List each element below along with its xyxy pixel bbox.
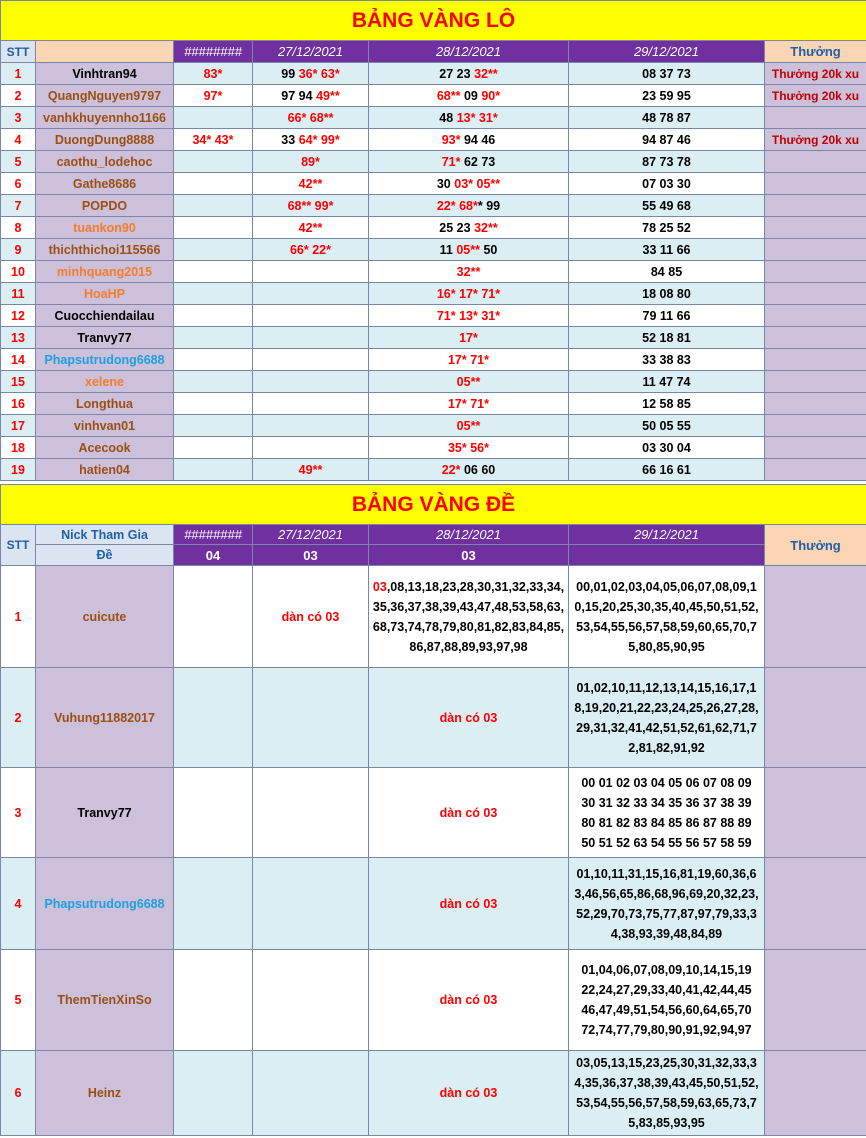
lo-table — [0, 0, 866, 481]
lo-nick: xelene — [36, 371, 174, 393]
lo-nick: vanhkhuyennho1166 — [36, 107, 174, 129]
lo-nick: POPDO — [36, 195, 174, 217]
lo-number-segment: 09 — [460, 88, 482, 103]
lo-reward — [765, 393, 866, 415]
lo-row — [1, 327, 866, 349]
lo-c1 — [174, 415, 253, 437]
lo-c3 — [369, 107, 569, 129]
lo-c4: 55 49 68 — [569, 195, 765, 217]
lo-number-segment: 94 46 — [460, 132, 496, 147]
lo-c3 — [369, 459, 569, 481]
lo-row — [1, 459, 866, 481]
lo-c2 — [253, 217, 369, 239]
lo-number-segment: 83* — [203, 66, 223, 81]
lo-number-segment: * 99 — [477, 198, 501, 213]
de-row — [1, 668, 866, 768]
de-nick: Tranvy77 — [36, 768, 174, 858]
de-nick: Heinz — [36, 1051, 174, 1136]
de-header-c3: 28/12/2021 — [369, 525, 569, 545]
lo-number-segment: 11 — [439, 242, 457, 257]
lo-reward — [765, 239, 866, 261]
lo-c2 — [253, 305, 369, 327]
lo-row — [1, 415, 866, 437]
lo-c2 — [253, 327, 369, 349]
lo-nick: Acecook — [36, 437, 174, 459]
lo-reward — [765, 349, 866, 371]
lo-nick: QuangNguyen9797 — [36, 85, 174, 107]
de-result-c2: 03 — [253, 545, 369, 566]
lo-number-segment: 97* — [203, 88, 223, 103]
lo-stt: 2 — [1, 85, 36, 107]
de-c3: dàn có 03 — [369, 858, 569, 950]
de-header-c1: ######## — [174, 525, 253, 545]
lo-stt: 14 — [1, 349, 36, 371]
lo-title: BẢNG VÀNG LÔ — [1, 1, 866, 41]
lo-row — [1, 173, 866, 195]
de-c4: 01,02,10,11,12,13,14,15,16,17,18,19,20,21,22,23,24,25,26,27,28,29,31,32,41,42,51,52,61,62,71,72,81,82,91,92 — [569, 668, 765, 768]
lo-number-segment: 32** — [456, 264, 481, 279]
lo-number-segment: 22* 68* — [436, 198, 478, 213]
lo-c1 — [174, 85, 253, 107]
lo-row — [1, 305, 866, 327]
lo-row — [1, 283, 866, 305]
lo-stt: 3 — [1, 107, 36, 129]
lo-c2 — [253, 173, 369, 195]
lo-header-c1: ######## — [174, 41, 253, 63]
de-row — [1, 768, 866, 858]
lo-stt: 15 — [1, 371, 36, 393]
de-header-thuong: Thưởng — [765, 525, 866, 566]
lo-c2 — [253, 151, 369, 173]
lo-stt: 13 — [1, 327, 36, 349]
lo-c1 — [174, 437, 253, 459]
lo-header-nick — [36, 41, 174, 63]
lo-nick: tuankon90 — [36, 217, 174, 239]
de-c3 — [369, 566, 569, 668]
de-nick: cuicute — [36, 566, 174, 668]
de-reward — [765, 768, 866, 858]
de-c3: dàn có 03 — [369, 768, 569, 858]
lo-nick: DuongDung8888 — [36, 129, 174, 151]
de-c1 — [174, 668, 253, 768]
lo-stt: 9 — [1, 239, 36, 261]
lo-c1 — [174, 239, 253, 261]
lo-row — [1, 437, 866, 459]
lo-stt: 19 — [1, 459, 36, 481]
lo-number-segment: 22* — [441, 462, 461, 477]
de-c4: 01,04,06,07,08,09,10,14,15,19 22,24,27,29,33,40,41,42,44,45 46,47,49,51,54,56,60,64,65,70 72,74,77,79,80,90,91,92,94,97 — [569, 950, 765, 1051]
de-c4: 00 01 02 03 04 05 06 07 08 09 30 31 32 33 34 35 36 37 38 39 80 81 82 83 84 85 86 87 88 89 50 51 52 63 54 55 56 57 58 59 — [569, 768, 765, 858]
lo-c2 — [253, 283, 369, 305]
lo-number-segment: 42** — [298, 176, 323, 191]
lo-reward — [765, 371, 866, 393]
de-c2 — [253, 950, 369, 1051]
lo-row — [1, 195, 866, 217]
lo-number-segment: 93* — [441, 132, 461, 147]
lo-c2 — [253, 107, 369, 129]
lo-c3 — [369, 349, 569, 371]
de-row — [1, 1051, 866, 1136]
lo-c2 — [253, 85, 369, 107]
lo-number-segment: 89* — [301, 154, 320, 169]
lo-reward — [765, 195, 866, 217]
lo-nick: hatien04 — [36, 459, 174, 481]
lo-c2 — [253, 349, 369, 371]
de-header-c4: 29/12/2021 — [569, 525, 765, 545]
lo-number-segment: 32** — [474, 66, 498, 81]
de-c1 — [174, 858, 253, 950]
lo-c2 — [253, 261, 369, 283]
lo-number-segment: 17* 71* — [447, 396, 489, 411]
lo-c4: 52 18 81 — [569, 327, 765, 349]
lo-stt: 18 — [1, 437, 36, 459]
lo-c3 — [369, 415, 569, 437]
de-reward — [765, 950, 866, 1051]
lo-row — [1, 239, 866, 261]
de-c3: dàn có 03 — [369, 1051, 569, 1136]
lo-c4: 94 87 46 — [569, 129, 765, 151]
lo-c3 — [369, 195, 569, 217]
lo-number-segment: 06 60 — [460, 462, 496, 477]
lo-c1 — [174, 283, 253, 305]
lo-c1 — [174, 195, 253, 217]
lo-stt: 16 — [1, 393, 36, 415]
lo-number-segment: 16* 17* 71* — [436, 286, 501, 301]
de-stt: 4 — [1, 858, 36, 950]
lo-c4: 08 37 73 — [569, 63, 765, 85]
lo-c3 — [369, 239, 569, 261]
lo-c3 — [369, 63, 569, 85]
de-c2 — [253, 668, 369, 768]
lo-number-segment: 34* 43* — [192, 132, 234, 147]
lo-reward — [765, 151, 866, 173]
lo-number-segment: 62 73 — [460, 154, 496, 169]
de-nick: Phapsutrudong6688 — [36, 858, 174, 950]
lo-reward — [765, 305, 866, 327]
lo-number-segment: 27 23 — [439, 66, 475, 81]
lo-number-segment: 90* — [481, 88, 501, 103]
lo-header-stt: STT — [1, 41, 36, 63]
lo-stt: 7 — [1, 195, 36, 217]
lo-row — [1, 261, 866, 283]
de-c3: dàn có 03 — [369, 668, 569, 768]
de-row — [1, 950, 866, 1051]
lo-number-segment: 13* 31* — [456, 110, 498, 125]
lo-c2 — [253, 459, 369, 481]
lo-c3 — [369, 261, 569, 283]
lo-number-segment: 68** — [436, 88, 461, 103]
lo-c4: 79 11 66 — [569, 305, 765, 327]
de-stt: 3 — [1, 768, 36, 858]
de-reward — [765, 1051, 866, 1136]
de-nick: Vuhung11882017 — [36, 668, 174, 768]
de-c4: 00,01,02,03,04,05,06,07,08,09,10,15,20,25,30,35,40,45,50,51,52,53,54,55,56,57,58,59,60,65,70,75,80,85,90,95 — [569, 566, 765, 668]
lo-number-segment: 25 23 — [439, 220, 475, 235]
lo-stt: 11 — [1, 283, 36, 305]
lo-number-segment: 49** — [298, 462, 323, 477]
lo-number-segment: 71* — [441, 154, 461, 169]
lo-number-segment: 97 94 — [281, 88, 317, 103]
lo-c4: 87 73 78 — [569, 151, 765, 173]
lo-c1 — [174, 63, 253, 85]
lo-reward — [765, 217, 866, 239]
lo-number-segment: 03* 05** — [454, 176, 501, 191]
lo-number-segment: 36* 63* — [298, 66, 340, 81]
lo-c2 — [253, 393, 369, 415]
de-stt: 5 — [1, 950, 36, 1051]
de-c1 — [174, 566, 253, 668]
lo-c4: 23 59 95 — [569, 85, 765, 107]
lo-number-segment: 30 — [436, 176, 455, 191]
lo-nick: caothu_lodehoc — [36, 151, 174, 173]
lo-number-segment: 05** — [456, 374, 481, 389]
lo-number-segment: 68** 99* — [287, 198, 334, 213]
lo-number-segment: 17* — [459, 330, 478, 345]
lo-row — [1, 63, 866, 85]
de-c3-numbers: ,08,13,18,23,28,30,31,32,33,34,35,36,37,38,39,43,47,48,53,58,63,68,73,74,78,79,80,81,82,83,84,85,86,87,88,89,93,97,98 — [372, 579, 565, 654]
lo-header-thuong: Thưởng — [765, 41, 866, 63]
lo-c4: 12 58 85 — [569, 393, 765, 415]
lo-nick: minhquang2015 — [36, 261, 174, 283]
de-c1 — [174, 950, 253, 1051]
lo-c4: 07 03 30 — [569, 173, 765, 195]
lo-c4: 50 05 55 — [569, 415, 765, 437]
lo-number-segment: 05** — [456, 242, 480, 257]
lo-c1 — [174, 327, 253, 349]
lo-header-c4: 29/12/2021 — [569, 41, 765, 63]
lo-c3 — [369, 437, 569, 459]
lo-number-segment: 66* 22* — [289, 242, 331, 257]
lo-c1 — [174, 107, 253, 129]
lo-reward — [765, 261, 866, 283]
lo-number-segment: 17* 71* — [447, 352, 489, 367]
de-reward — [765, 668, 866, 768]
lo-nick: Tranvy77 — [36, 327, 174, 349]
lo-reward: Thưởng 20k xu — [765, 85, 866, 107]
de-c2 — [253, 858, 369, 950]
lo-row — [1, 371, 866, 393]
de-nick: ThemTienXinSo — [36, 950, 174, 1051]
lo-c3 — [369, 327, 569, 349]
de-reward — [765, 858, 866, 950]
lo-row — [1, 349, 866, 371]
lo-nick: Cuocchiendailau — [36, 305, 174, 327]
lo-reward: Thưởng 20k xu — [765, 63, 866, 85]
lo-c4: 66 16 61 — [569, 459, 765, 481]
lo-nick: Phapsutrudong6688 — [36, 349, 174, 371]
de-row — [1, 858, 866, 950]
lo-c2 — [253, 371, 369, 393]
de-result-c1: 04 — [174, 545, 253, 566]
lo-c2 — [253, 437, 369, 459]
lo-c3 — [369, 151, 569, 173]
de-c3: dàn có 03 — [369, 950, 569, 1051]
lo-c4: 18 08 80 — [569, 283, 765, 305]
lo-number-segment: 35* 56* — [447, 440, 489, 455]
lo-row — [1, 107, 866, 129]
lo-c2 — [253, 63, 369, 85]
lo-number-segment: 71* 13* 31* — [436, 308, 501, 323]
lo-c1 — [174, 305, 253, 327]
lo-row — [1, 129, 866, 151]
de-result-c4 — [569, 545, 765, 566]
lo-stt: 17 — [1, 415, 36, 437]
lo-c3 — [369, 129, 569, 151]
lo-stt: 1 — [1, 63, 36, 85]
de-header-c2: 27/12/2021 — [253, 525, 369, 545]
lo-row — [1, 393, 866, 415]
lo-number-segment: 99 — [281, 66, 299, 81]
lo-header-c3: 28/12/2021 — [369, 41, 569, 63]
lo-c2 — [253, 239, 369, 261]
lo-nick: Vinhtran94 — [36, 63, 174, 85]
lo-c4: 33 11 66 — [569, 239, 765, 261]
lo-reward — [765, 437, 866, 459]
lo-c3 — [369, 283, 569, 305]
de-header-stt: STT — [1, 525, 36, 566]
lo-number-segment: 64* 99* — [298, 132, 340, 147]
de-c3-highlight: 03 — [372, 579, 387, 594]
lo-c2 — [253, 195, 369, 217]
de-result-c3: 03 — [369, 545, 569, 566]
lo-reward — [765, 327, 866, 349]
lo-c4: 33 38 83 — [569, 349, 765, 371]
lo-reward — [765, 415, 866, 437]
de-stt: 2 — [1, 668, 36, 768]
lo-reward — [765, 283, 866, 305]
lo-number-segment: 66* 68** — [287, 110, 334, 125]
lo-c4: 11 47 74 — [569, 371, 765, 393]
lo-row — [1, 217, 866, 239]
de-stt: 1 — [1, 566, 36, 668]
de-table — [0, 484, 866, 1136]
lo-number-segment: 05** — [456, 418, 481, 433]
lo-c1 — [174, 261, 253, 283]
de-c4: 03,05,13,15,23,25,30,31,32,33,34,35,36,37,38,39,43,45,50,51,52,53,54,55,56,57,58,59,63,65,73,75,83,85,93,95 — [569, 1051, 765, 1136]
lo-reward: Thưởng 20k xu — [765, 129, 866, 151]
lo-c1 — [174, 349, 253, 371]
lo-nick: thichthichoi115566 — [36, 239, 174, 261]
de-header-nick: Nick Tham Gia — [36, 525, 174, 545]
lo-number-segment: 32** — [474, 220, 498, 235]
lo-reward — [765, 107, 866, 129]
lo-c4: 03 30 04 — [569, 437, 765, 459]
lo-c1 — [174, 393, 253, 415]
lo-c1 — [174, 151, 253, 173]
de-c1 — [174, 768, 253, 858]
lo-c1 — [174, 459, 253, 481]
lo-c1 — [174, 129, 253, 151]
lo-c1 — [174, 173, 253, 195]
lo-c3 — [369, 305, 569, 327]
lo-row — [1, 85, 866, 107]
lo-row — [1, 151, 866, 173]
lo-nick: vinhvan01 — [36, 415, 174, 437]
lo-nick: Gathe8686 — [36, 173, 174, 195]
lo-c3 — [369, 371, 569, 393]
lo-reward — [765, 459, 866, 481]
lo-number-segment: 33 — [281, 132, 299, 147]
lo-c1 — [174, 217, 253, 239]
lo-number-segment: 50 — [479, 242, 498, 257]
lo-stt: 8 — [1, 217, 36, 239]
de-stt: 6 — [1, 1051, 36, 1136]
lo-nick: Longthua — [36, 393, 174, 415]
lo-header-c2: 27/12/2021 — [253, 41, 369, 63]
lo-stt: 5 — [1, 151, 36, 173]
lo-stt: 4 — [1, 129, 36, 151]
de-header-de: Đề — [36, 545, 174, 566]
de-title: BẢNG VÀNG ĐỀ — [1, 485, 866, 525]
lo-c1 — [174, 371, 253, 393]
lo-c3 — [369, 85, 569, 107]
lo-c4: 48 78 87 — [569, 107, 765, 129]
lo-c2 — [253, 129, 369, 151]
lo-number-segment: 42** — [298, 220, 323, 235]
lo-c3 — [369, 393, 569, 415]
de-row — [1, 566, 866, 668]
lo-c4: 78 25 52 — [569, 217, 765, 239]
de-reward — [765, 566, 866, 668]
de-c2 — [253, 768, 369, 858]
lo-nick: HoaHP — [36, 283, 174, 305]
de-c1 — [174, 1051, 253, 1136]
lo-reward — [765, 173, 866, 195]
de-c2: dàn có 03 — [253, 566, 369, 668]
de-c4: 01,10,11,31,15,16,81,19,60,36,63,46,56,65,86,68,96,69,20,32,23,52,29,70,73,75,77,87,97,79,33,34,38,93,39,48,84,89 — [569, 858, 765, 950]
lo-stt: 6 — [1, 173, 36, 195]
lo-c3 — [369, 217, 569, 239]
lo-stt: 10 — [1, 261, 36, 283]
lo-number-segment: 49** — [316, 88, 340, 103]
lo-c3 — [369, 173, 569, 195]
de-c2 — [253, 1051, 369, 1136]
lo-number-segment: 48 — [439, 110, 457, 125]
lo-stt: 12 — [1, 305, 36, 327]
lo-c4: 84 85 — [569, 261, 765, 283]
lo-c2 — [253, 415, 369, 437]
